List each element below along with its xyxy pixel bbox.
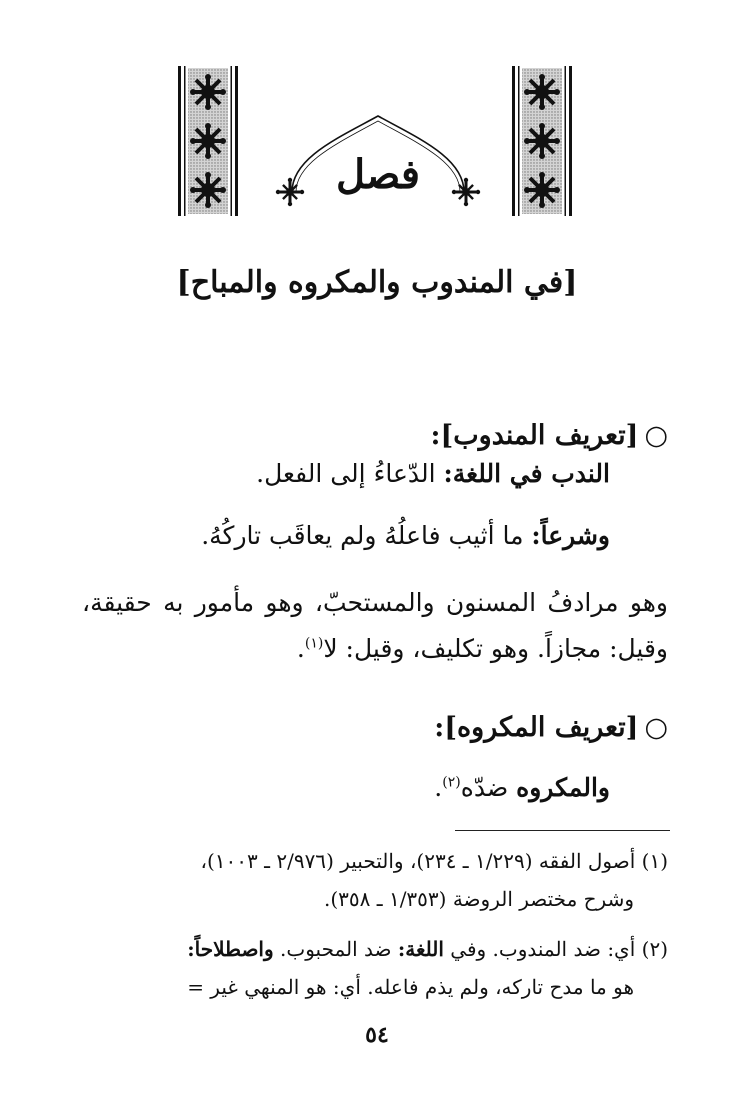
- makruh-text: ضدّه: [460, 773, 509, 802]
- ornament-column-left-icon: [178, 66, 238, 216]
- mandub-paragraph: [82, 580, 668, 672]
- footnote-1: [68, 842, 668, 918]
- section-heading-text: [تعريف المكروه]:: [434, 712, 639, 743]
- circle-bullet-icon: ○: [644, 712, 668, 743]
- mandub-paragraph-end: .: [296, 634, 305, 663]
- footnote-ref-1[interactable]: (١): [304, 635, 324, 652]
- footnote-1-line-2: وشرح مختصر الروضة (١/٣٥٣ ـ ٣٥٨).: [323, 887, 634, 911]
- ornament-column-right-icon: [512, 66, 572, 216]
- circle-bullet-icon: ○: [644, 420, 668, 451]
- section-heading-makruh: [434, 706, 668, 750]
- makruh-line: [434, 766, 610, 810]
- mandub-paragraph-text: وهو مرادفُ المسنون والمستحبّ، وهو مأمور به حقيقة، وقيل: مجازاً. وهو تكليف، وقيل: لا: [82, 588, 668, 663]
- section-heading-text: [تعريف المندوب]:: [430, 420, 639, 451]
- footnote-1-number: (١): [641, 849, 668, 873]
- footnote-2-text-c: ضد المحبوب.: [280, 937, 392, 961]
- footnote-2-text-a: أي: ضد المندوب. وفي: [450, 937, 636, 961]
- definition-sharia-label: وشرعاً:: [531, 521, 610, 550]
- definition-language-line: [256, 452, 610, 496]
- footnote-2-line-2: هو ما مدح تاركه، ولم يذم فاعله. أي: هو المنهي غير =: [187, 975, 634, 999]
- definition-sharia-line: [201, 514, 610, 558]
- page-number: ٥٤: [365, 1022, 389, 1048]
- chapter-title: [في المندوب والمكروه والمباح]: [176, 265, 578, 300]
- definition-language-label: الندب في اللغة:: [443, 459, 610, 488]
- definition-sharia-text: ما أثيب فاعلُهُ ولم يعاقَب تاركُهُ.: [201, 521, 524, 550]
- footnote-divider: [455, 830, 670, 831]
- footnote-2-number: (٢): [641, 937, 668, 961]
- footnote-2-text-b: اللغة:: [397, 937, 444, 961]
- footnote-2-line-1: [68, 930, 668, 968]
- definition-language-text: الدّعاءُ إلى الفعل.: [256, 459, 436, 488]
- footnote-ref-2[interactable]: (٢): [442, 774, 461, 791]
- footnote-1-text-1: أصول الفقه (١/٢٢٩ ـ ٢٣٤)، والتحبير (٢/٩٧٦ ـ ١٠٠٣)،: [200, 849, 636, 873]
- makruh-label: والمكروه: [516, 773, 610, 802]
- footnote-2-text-d: واصطلاحاً:: [187, 937, 274, 961]
- footnote-1-line-1: [68, 842, 668, 880]
- footnote-2: [68, 930, 668, 1006]
- chapter-word: فصل: [335, 151, 421, 198]
- makruh-end: .: [434, 773, 443, 802]
